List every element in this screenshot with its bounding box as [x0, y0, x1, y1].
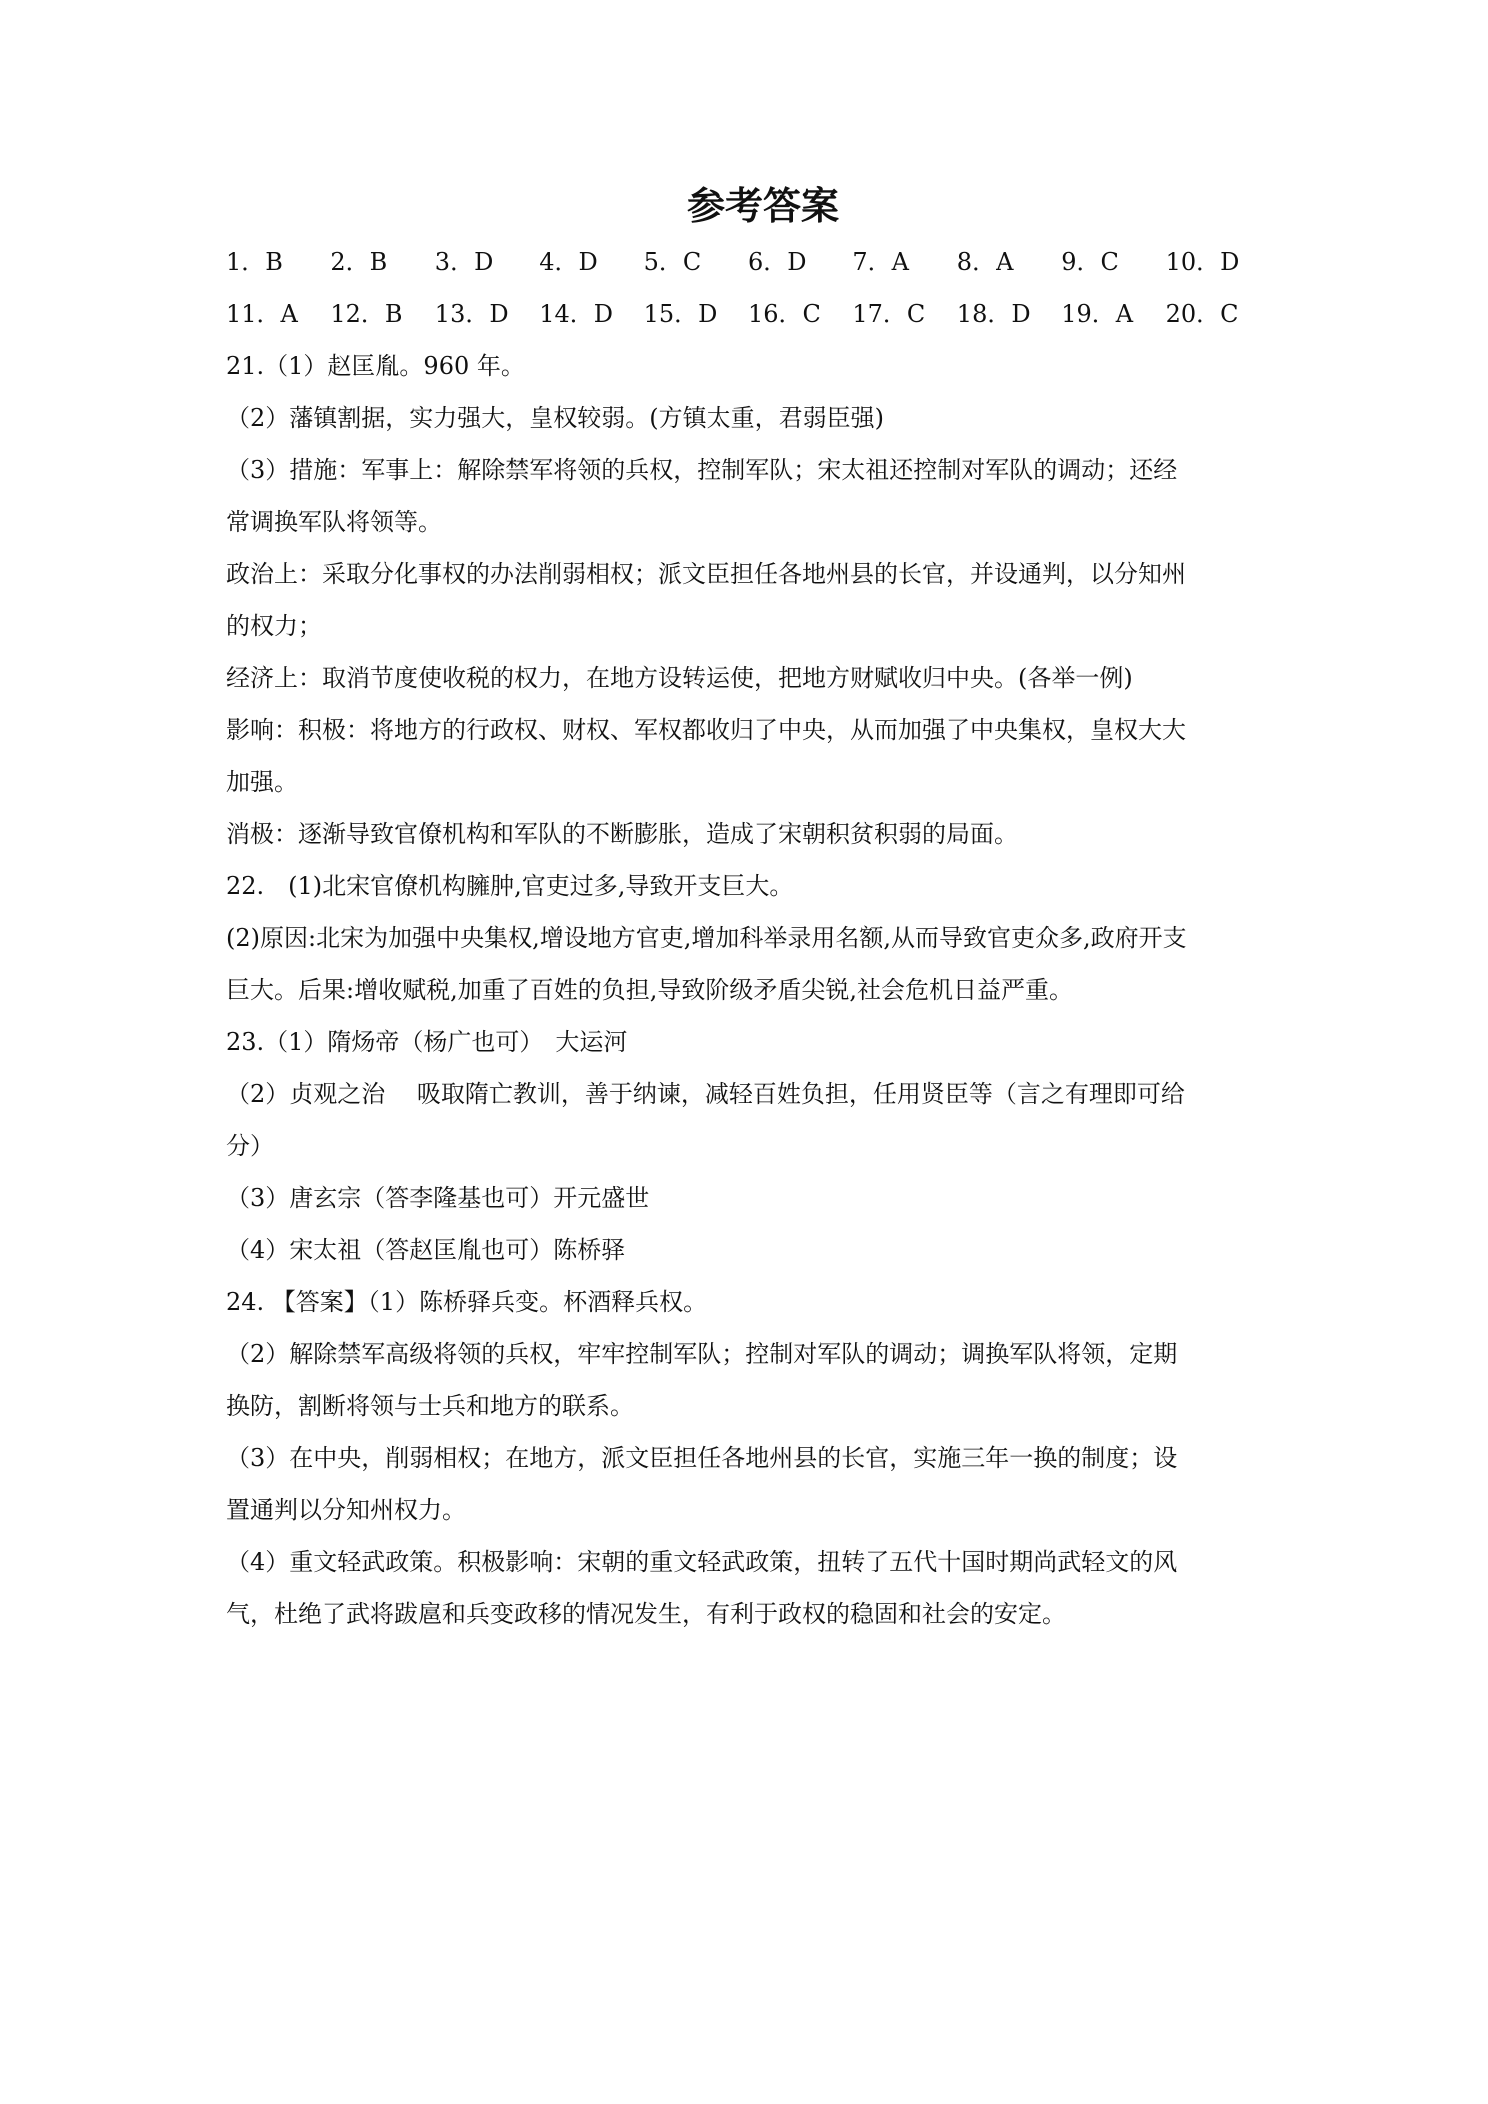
mcq-answer: 11．A — [226, 300, 298, 328]
answer-line: 影响：积极：将地方的行政权、财权、军权都收归了中央，从而加强了中央集权，皇权大大 — [226, 716, 1186, 744]
mcq-answer: 17．C — [852, 300, 926, 328]
answer-line: 巨大。后果:增收赋税,加重了百姓的负担,导致阶级矛盾尖锐,社会危机日益严重。 — [226, 976, 1073, 1004]
mcq-answer: 3．D — [434, 248, 494, 276]
answer-line: 24. 【答案】（1）陈桥驿兵变。杯酒释兵权。 — [226, 1288, 708, 1316]
answer-line: 分） — [226, 1132, 274, 1160]
answer-line: 23.（1）隋炀帝（杨广也可） 大运河 — [226, 1028, 628, 1056]
mcq-answer: 10．D — [1165, 248, 1240, 276]
answer-line: 政治上：采取分化事权的办法削弱相权；派文臣担任各地州县的长官，并设通判，以分知州 — [226, 560, 1186, 588]
page-title: 参考答案 — [686, 183, 839, 228]
mcq-row — [226, 288, 1270, 340]
mcq-answer: 4．D — [539, 248, 598, 276]
answer-line: （2）贞观之治 吸取隋亡教训，善于纳谏，减轻百姓负担，任用贤臣等（言之有理即可给 — [226, 1080, 1185, 1108]
answer-line: （3）唐玄宗（答李隆基也可）开元盛世 — [226, 1184, 650, 1212]
answer-line: 的权力； — [226, 612, 322, 640]
mcq-row — [226, 236, 1270, 288]
answer-line: （3）措施：军事上：解除禁军将领的兵权，控制军队；宋太祖还控制对军队的调动；还经 — [226, 456, 1178, 484]
answer-line: （2）解除禁军高级将领的兵权，牢牢控制军队；控制对军队的调动；调换军队将领，定期 — [226, 1340, 1178, 1368]
answer-line: （4）宋太祖（答赵匡胤也可）陈桥驿 — [226, 1236, 626, 1264]
mcq-answer: 9．C — [1061, 248, 1119, 276]
answer-line: 常调换军队将领等。 — [226, 508, 442, 536]
answer-line: （2）藩镇割据，实力强大，皇权较弱。(方镇太重，君弱臣强) — [226, 404, 884, 432]
mcq-answer: 7．A — [852, 248, 909, 276]
mcq-answer: 13．D — [434, 300, 509, 328]
answer-line: （4）重文轻武政策。积极影响：宋朝的重文轻武政策，扭转了五代十国时期尚武轻文的风 — [226, 1548, 1178, 1576]
answer-line: 加强。 — [226, 768, 298, 796]
mcq-answer: 18．D — [956, 300, 1031, 328]
answer-line: 换防，割断将领与士兵和地方的联系。 — [226, 1392, 634, 1420]
mcq-answer: 20．C — [1165, 300, 1239, 328]
mcq-answer: 12．B — [330, 300, 403, 328]
answer-line: 消极：逐渐导致官僚机构和军队的不断膨胀，造成了宋朝积贫积弱的局面。 — [226, 820, 1018, 848]
answer-line: 21.（1）赵匡胤。960 年。 — [226, 352, 525, 380]
answer-line: (2)原因:北宋为加强中央集权,增设地方官吏,增加科举录用名额,从而导致官吏众多,政府开支 — [226, 924, 1187, 952]
mcq-answer: 19．A — [1061, 300, 1134, 328]
mcq-answer: 6．D — [748, 248, 807, 276]
answer-line: 气，杜绝了武将跋扈和兵变政移的情况发生，有利于政权的稳固和社会的安定。 — [226, 1600, 1066, 1628]
mcq-answer: 1．B — [226, 248, 283, 276]
multiple-choice-answers — [226, 236, 1270, 340]
mcq-answer: 16．C — [748, 300, 821, 328]
answer-line: （3）在中央，削弱相权；在地方，派文臣担任各地州县的长官，实施三年一换的制度；设 — [226, 1444, 1178, 1472]
mcq-answer: 2．B — [330, 248, 388, 276]
answer-sheet — [226, 176, 1270, 1640]
answer-line: 经济上：取消节度使收税的权力，在地方设转运使，把地方财赋收归中央。(各举一例) — [226, 664, 1133, 692]
mcq-answer: 15．D — [643, 300, 718, 328]
mcq-answer: 5．C — [643, 248, 702, 276]
mcq-answer: 14．D — [539, 300, 613, 328]
answer-text-body — [226, 340, 1270, 1640]
answer-line: 22. (1)北宋官僚机构臃肿,官吏过多,导致开支巨大。 — [226, 872, 794, 900]
answer-line: 置通判以分知州权力。 — [226, 1496, 466, 1524]
mcq-answer: 8．A — [956, 248, 1014, 276]
